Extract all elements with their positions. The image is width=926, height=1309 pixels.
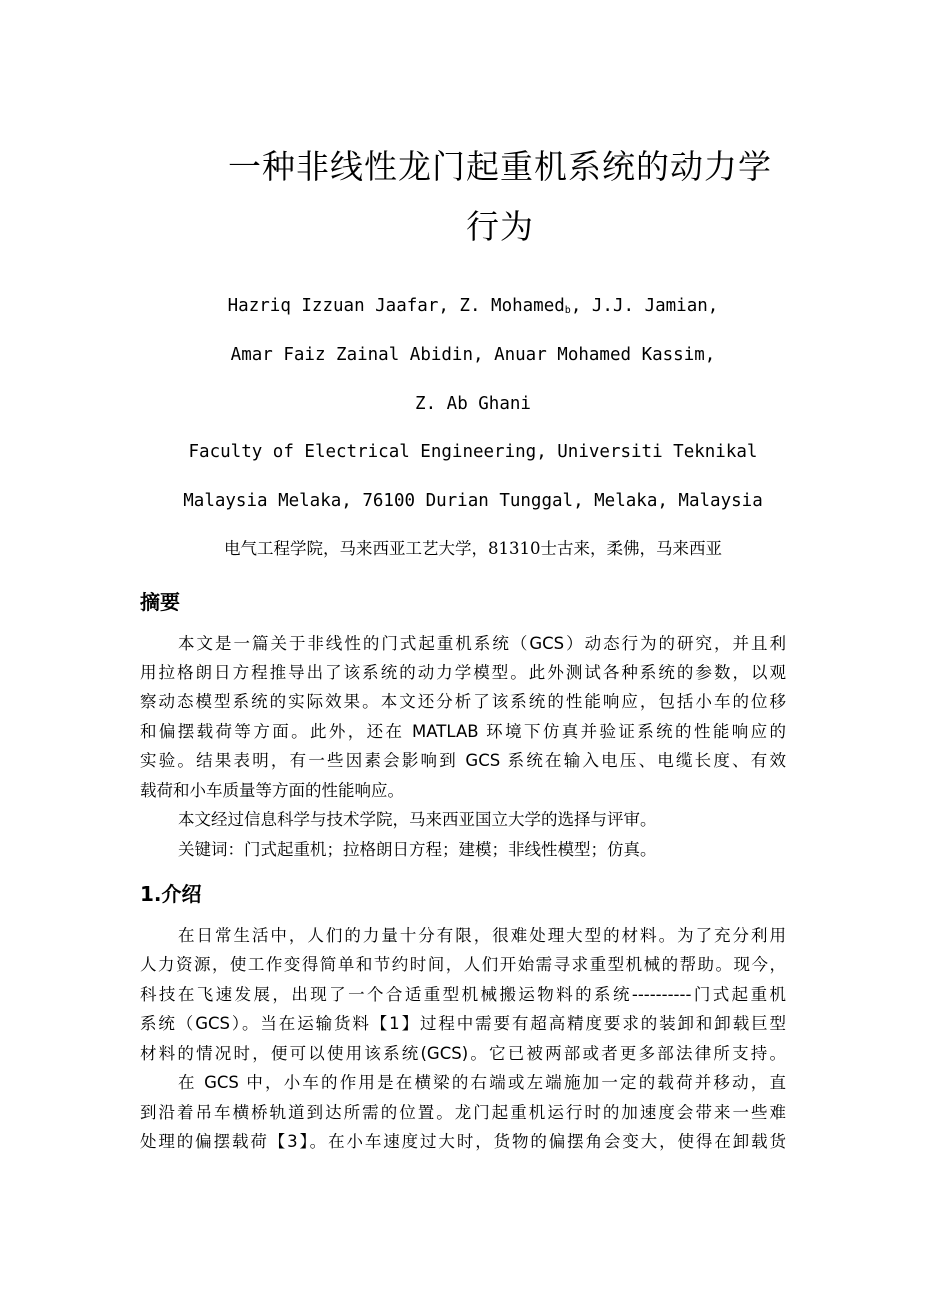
authors-line-1-main: Hazriq Izzuan Jaafar, Z. Mohamed [227,296,565,316]
authors-line-3: Z. Ab Ghani [415,394,531,414]
abstract-line: 载荷和小车质量等方面的性能响应。 [140,781,404,800]
author-affiliation-mark: b [564,305,571,316]
intro-heading: 1.介绍 [140,882,202,906]
abstract-line: 本文是一篇关于非线性的门式起重机系统（GCS）动态行为的研究，并且利 [178,634,786,653]
abstract-line: 用拉格朗日方程推导出了该系统的动力学模型。此外测试各种系统的参数，以观 [140,663,786,682]
abstract-line: 察动态模型系统的实际效果。本文还分析了该系统的性能响应，包括小车的位移 [140,692,786,711]
abstract-line: 实验。结果表明，有一些因素会影响到 GCS 系统在输入电压、电缆长度、有效 [140,751,786,770]
paper-title-line-2: 行为 [466,207,534,246]
authors-line-1-rest: , J.J. Jamian, [570,296,719,316]
intro-line: 系统（GCS）。当在运输货料【1】过程中需要有超高精度要求的装卸和卸载巨型 [140,1014,786,1033]
review-note: 本文经过信息科学与技术学院，马来西亚国立大学的选择与评审。 [178,810,657,829]
intro-line: 在日常生活中，人们的力量十分有限，很难处理大型的材料。为了充分利用 [178,926,786,945]
authors-line-1 [80,294,866,321]
affiliation-chinese: 电气工程学院，马来西亚工艺大学，81310士古来，柔佛，马来西亚 [224,539,722,558]
intro-line: 处理的偏摆载荷【3】。在小车速度过大时，货物的偏摆角会变大，使得在卸载货 [140,1132,786,1151]
authors-line-2: Amar Faiz Zainal Abidin, Anuar Mohamed Kassim, [230,345,716,365]
intro-line: 在 GCS 中，小车的作用是在横梁的右端或左端施加一定的载荷并移动，直 [178,1073,786,1092]
abstract-line: 和偏摆载荷等方面。此外，还在 MATLAB 环境下仿真并验证系统的性能响应的 [140,722,786,741]
abstract-heading: 摘要 [140,590,180,614]
intro-line: 到沿着吊车横桥轨道到达所需的位置。龙门起重机运行时的加速度会带来一些难 [140,1103,786,1122]
intro-line: 科技在飞速发展，出现了一个合适重型机械搬运物料的系统----------门式起重机 [140,985,786,1004]
affiliation-line-2: Malaysia Melaka, 76100 Durian Tunggal, Melaka, Malaysia [183,491,763,511]
intro-line: 人力资源，使工作变得简单和节约时间，人们开始需寻求重型机械的帮助。现今， [140,955,786,974]
intro-line: 材料的情况时，便可以使用该系统(GCS)。它已被两部或者更多部法律所支持。 [140,1044,786,1063]
paper-title-line-1: 一种非线性龙门起重机系统的动力学 [228,147,772,186]
affiliation-line-1: Faculty of Electrical Engineering, Universiti Teknikal [188,442,758,462]
keywords: 关键词：门式起重机；拉格朗日方程；建模；非线性模型；仿真。 [178,840,657,859]
